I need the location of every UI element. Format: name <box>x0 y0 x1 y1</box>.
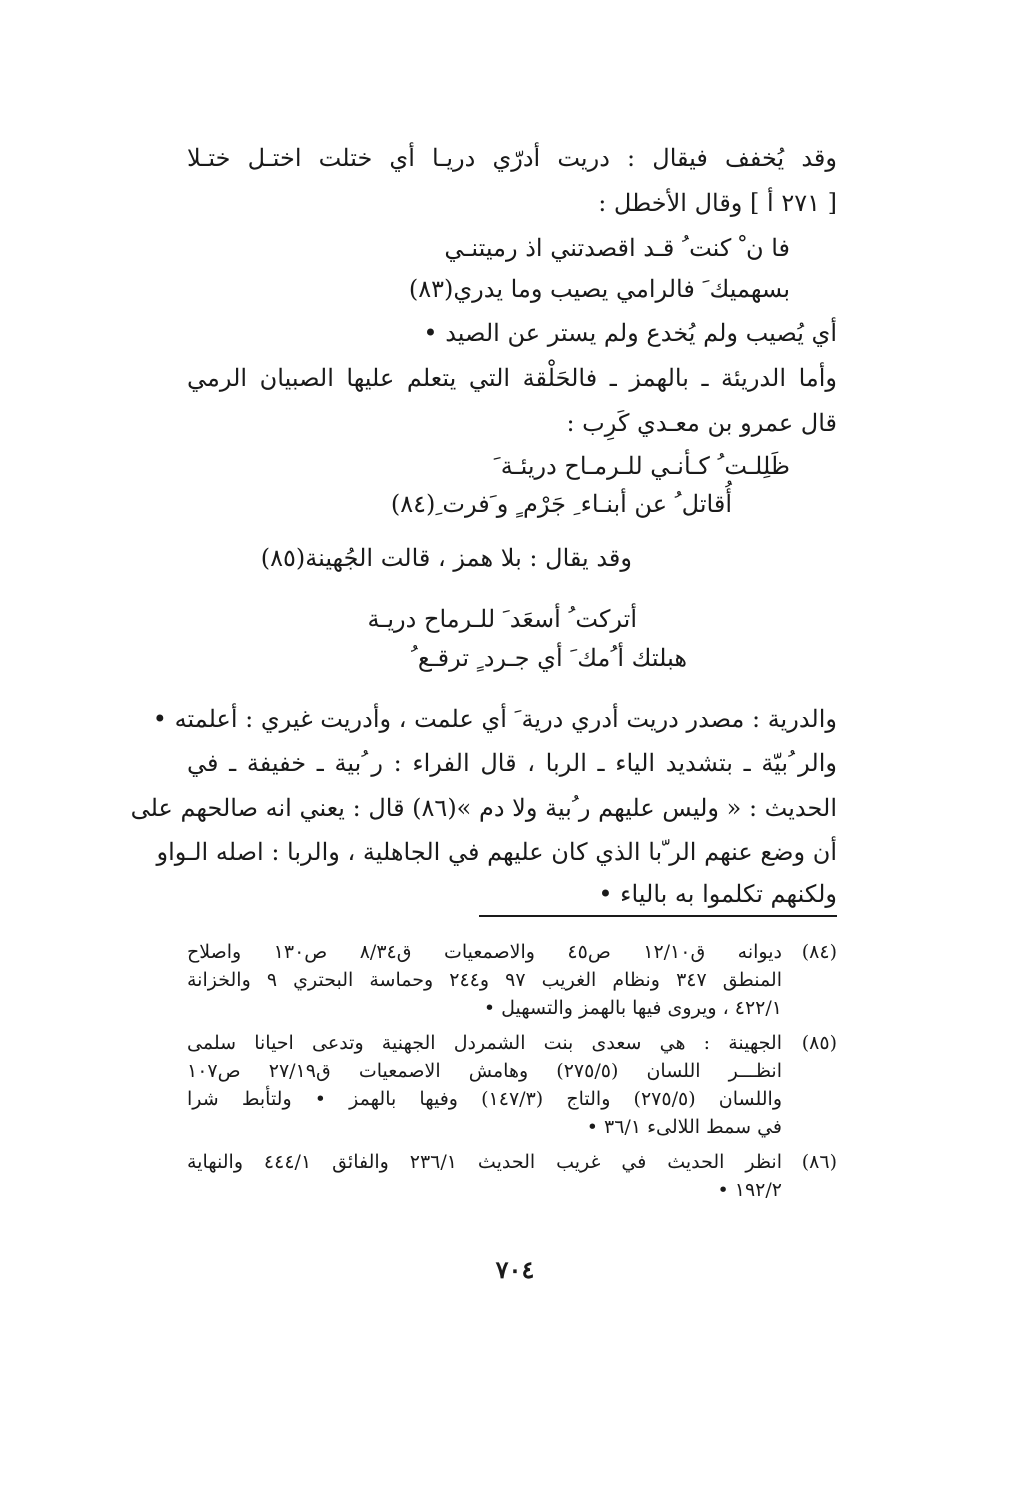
body-line-1: وقد يُخفف فيقال : دريت أدرّي دريـا أي ختلت اختـل ختـلا <box>187 144 837 172</box>
footnote-86-number: (٨٦) <box>801 1151 837 1173</box>
body-line-14: والر ُبيّة ـ بتشديد الياء ـ الربا ، قال الفراء : ر ُبية ـ خفيفة ـ في <box>187 749 837 777</box>
footnote-84-line-1: ديوانه ق١٢/١٠ ص٤٥ والاصمعيات ق٨/٣٤ ص١٣٠ واصلاح <box>187 941 783 963</box>
body-line-16: أن وضع عنهم الر ّبا الذي كان عليهم في الجاهلية ، والربا : اصله الـواو <box>156 838 837 866</box>
footnote-84-line-3: ٤٢٢/١ ، ويروى فيها بالهمز والتسهيل • <box>483 997 782 1019</box>
body-line-17: ولكنهم تكلموا به بالياء • <box>598 880 837 908</box>
body-line-2: [ ٢٧١ أ ] وقال الأخطل : <box>598 189 837 217</box>
footnote-85-line-1: الجهينة : هي سعدى بنت الشمردل الجهنية وتدعى احيانا سلمى <box>187 1032 782 1054</box>
body-line-10: وقد يقال : بلا همز ، قالت الجُهينة(٨٥) <box>260 544 632 572</box>
footnote-85-line-2: انظـــر اللسان (٢٧٥/٥) وهامش الاصمعيات ق٢٧/١٩ ص١٠٧ <box>187 1060 782 1082</box>
footnote-85-number: (٨٥) <box>801 1032 837 1054</box>
body-line-6: وأما الدريئة ـ بالهمز ـ فالحَلْقة التي يتعلم عليها الصبيان الرمي <box>187 364 837 392</box>
verse-hemistich-1: فا ن ْ كنت ُ قـد اقصدتني اذ رميتنـي <box>444 234 790 262</box>
body-line-13: والدرية : مصدر دريت أدري درية َ أي علمت ، وأدريت غيري : أعلمته • <box>152 705 837 733</box>
body-line-15: الحديث : « وليس عليهم ر ُبية ولا دم »(٨٦) قال : يعني انه صالحهم على <box>130 794 837 822</box>
footnote-86-line-1: انظر الحديث في غريب الحديث ٢٣٦/١ والفائق ٤٤٤/١ والنهاية <box>187 1151 782 1173</box>
verse-hemistich-6: هبلتك أ ُمك َ أي جـرد ٍ ترقـع ُ <box>410 644 687 672</box>
footnote-84-line-2: المنطق ٣٤٧ ونظام الغريب ٩٧ و٢٤٤ وحماسة البحتري ٩ والخزانة <box>187 969 782 991</box>
verse-hemistich-5: أتركت ُ أسعَد َ للـرماح دريـة <box>367 605 637 633</box>
footnote-85-line-3: واللسان (٢٧٥/٥) والتاج (١٤٧/٣) وفيها بالهمز • ولتأبط شرا <box>187 1088 782 1110</box>
footnote-separator <box>479 915 837 917</box>
footnote-85-line-4: في سمط اللالىء ٣٦/١ • <box>586 1116 782 1138</box>
verse-hemistich-4: أُقاتل ُ عن أبنـاء ِ جَرْم ٍ و َفرت ِ(٨٤) <box>390 490 732 518</box>
verse-hemistich-2: بسهميك َ فالرامي يصيب وما يدري(٨٣) <box>408 275 790 303</box>
body-line-7: قال عمرو بن معـدي كَرِب : <box>566 409 837 437</box>
footnote-86-line-2: ١٩٢/٢ • <box>717 1179 782 1201</box>
footnote-84-number: (٨٤) <box>801 941 837 963</box>
body-line-5: أي يُصيب ولم يُخدع ولم يستر عن الصيد • <box>423 319 837 347</box>
page-number: ٧٠٤ <box>495 1255 535 1284</box>
verse-hemistich-3: ظَلِلـت ُ كـأنـي للـرمـاح دريئـة َ <box>493 452 790 480</box>
